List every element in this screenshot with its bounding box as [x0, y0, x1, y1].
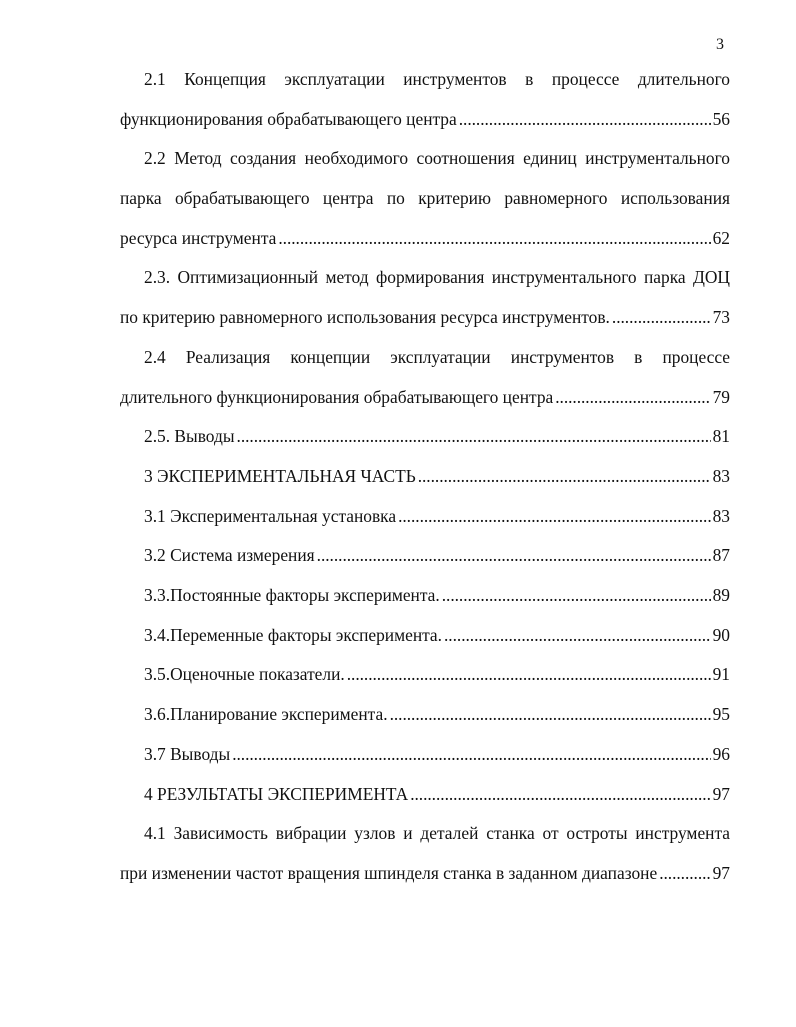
toc-entry-page: 83	[712, 505, 730, 526]
table-of-contents	[120, 60, 730, 894]
toc-entry	[120, 258, 730, 337]
toc-entry	[120, 139, 730, 258]
toc-entry-page: 91	[712, 664, 730, 685]
toc-entry-leader-line	[120, 378, 730, 418]
toc-entry-text-line: 2.2 Метод создания необходимого соотношения единиц инструментального	[144, 148, 730, 169]
toc-entry	[120, 417, 730, 457]
toc-entry-title: 3.1 Экспериментальная установка	[144, 505, 397, 526]
toc-entry-title: 3.7 Выводы	[144, 743, 231, 764]
toc-entry-leader-line	[120, 457, 730, 497]
toc-entry-leader-line	[120, 536, 730, 576]
toc-entry-page: 56	[712, 108, 730, 129]
dot-leader	[347, 655, 711, 695]
toc-entry	[120, 655, 730, 695]
toc-entry-title: 3.3.Постоянные факторы эксперимента.	[144, 585, 440, 606]
dot-leader	[278, 219, 710, 259]
toc-entry-leader-line	[120, 616, 730, 656]
toc-entry-title: 4 РЕЗУЛЬТАТЫ ЭКСПЕРИМЕНТА	[144, 783, 409, 804]
toc-entry-leader-line	[120, 854, 730, 894]
toc-entry	[120, 60, 730, 139]
toc-entry	[120, 814, 730, 893]
dot-leader	[390, 695, 711, 735]
dot-leader	[659, 854, 710, 894]
toc-entry-page: 87	[712, 545, 730, 566]
toc-entry-page: 95	[712, 704, 730, 725]
toc-entry-title: 3.6.Планирование эксперимента.	[144, 704, 388, 725]
toc-entry-page: 62	[712, 227, 730, 248]
toc-entry-page: 96	[712, 743, 730, 764]
toc-entry-title: функционирования обрабатывающего центра	[120, 108, 457, 129]
toc-entry	[120, 576, 730, 616]
toc-entry-page: 81	[712, 426, 730, 447]
dot-leader	[418, 457, 711, 497]
toc-entry-leader-line	[120, 417, 730, 457]
toc-entry-title: 3.5.Оценочные показатели.	[144, 664, 345, 685]
toc-entry-text-line: 4.1 Зависимость вибрации узлов и деталей станка от остроты инструмента	[144, 823, 730, 844]
toc-entry-page: 73	[712, 307, 730, 328]
dot-leader	[317, 536, 711, 576]
toc-entry-page: 90	[712, 624, 730, 645]
toc-entry-leader-line	[120, 695, 730, 735]
toc-entry-title: 3 ЭКСПЕРИМЕНТАЛЬНАЯ ЧАСТЬ	[144, 465, 416, 486]
toc-entry-leader-line	[120, 100, 730, 140]
toc-entry	[120, 497, 730, 537]
toc-entry	[120, 338, 730, 417]
toc-entry-title: длительного функционирования обрабатывающего центра	[120, 386, 554, 407]
toc-entry-text-line: 2.3. Оптимизационный метод формирования инструментального парка ДОЦ	[144, 267, 730, 288]
toc-entry	[120, 695, 730, 735]
toc-entry-title: 3.2 Система измерения	[144, 545, 315, 566]
toc-entry-leader-line	[120, 775, 730, 815]
toc-entry-text-line: 2.1 Концепция эксплуатации инструментов в процессе длительного	[144, 69, 730, 89]
dot-leader	[442, 576, 711, 616]
dot-leader	[444, 616, 711, 656]
toc-entry-title: ресурса инструмента	[120, 227, 277, 248]
page-number: 3	[716, 36, 724, 53]
dot-leader	[232, 735, 710, 775]
toc-entry-page: 97	[712, 783, 730, 804]
toc-entry-text-line: парка обрабатывающего центра по критерию равномерного использования	[120, 188, 730, 209]
toc-entry	[120, 457, 730, 497]
toc-entry-page: 79	[712, 386, 730, 407]
dot-leader	[398, 497, 711, 537]
toc-entry-text-line: 2.4 Реализация концепции эксплуатации инструментов в процессе	[144, 346, 730, 367]
toc-entry	[120, 616, 730, 656]
dot-leader	[237, 417, 711, 457]
toc-entry-page: 83	[712, 465, 730, 486]
toc-entry-leader-line	[120, 219, 730, 259]
toc-entry-leader-line	[120, 576, 730, 616]
toc-entry-leader-line	[120, 655, 730, 695]
toc-entry	[120, 775, 730, 815]
toc-entry-leader-line	[120, 298, 730, 338]
dot-leader	[612, 298, 711, 338]
dot-leader	[459, 100, 711, 140]
toc-entry	[120, 536, 730, 576]
toc-entry-leader-line	[120, 497, 730, 537]
toc-entry-title: при изменении частот вращения шпинделя станка в заданном диапазоне	[120, 862, 658, 883]
toc-entry-title: 3.4.Переменные факторы эксперимента.	[144, 624, 443, 645]
toc-entry-page: 89	[712, 585, 730, 606]
toc-entry-title: по критерию равномерного использования ресурса инструментов.	[120, 307, 610, 328]
toc-entry	[120, 735, 730, 775]
dot-leader	[555, 378, 710, 418]
dot-leader	[410, 775, 710, 815]
toc-entry-page: 97	[712, 862, 730, 883]
toc-entry-leader-line	[120, 735, 730, 775]
toc-entry-title: 2.5. Выводы	[144, 426, 235, 447]
